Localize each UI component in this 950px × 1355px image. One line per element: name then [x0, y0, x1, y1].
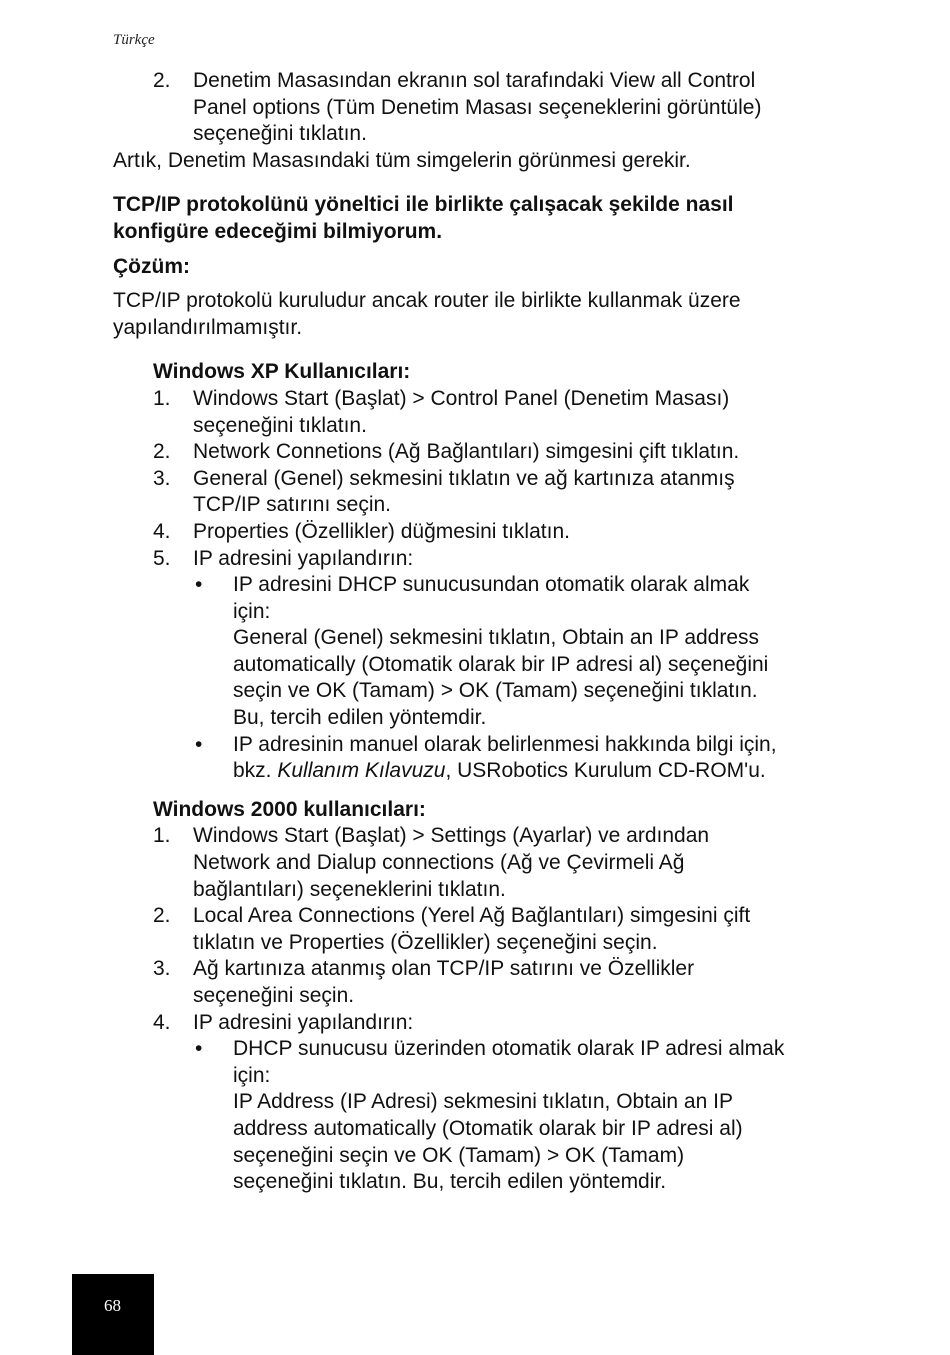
step-line: tıklatın ve Properties (Özellikler) seçeneğini seçin.: [193, 930, 658, 954]
w2000-heading: Windows 2000 kullanıcıları:: [153, 797, 426, 821]
step-number: 3.: [153, 466, 171, 490]
user-guide-title: Kullanım Kılavuzu: [277, 759, 446, 783]
xp-step-2: [113, 439, 833, 466]
bullet-icon: •: [195, 732, 203, 756]
step-line: bağlantıları) seçeneklerini tıklatın.: [193, 877, 506, 901]
step-number: 2.: [153, 440, 171, 464]
step-number: 2.: [153, 904, 171, 928]
xp-step-1: [113, 386, 833, 439]
question-line: TCP/IP protokolünü yöneltici ile birlikte çalışacak şekilde nasıl: [113, 193, 734, 217]
step-line: seçeneğini seçin.: [193, 984, 355, 1007]
step-line: Panel options (Tüm Denetim Masası seçeneklerini görüntüle): [193, 95, 762, 119]
step-line: Windows Start (Başlat) > Control Panel (Denetim Masası): [193, 386, 730, 410]
running-header-language: Türkçe: [113, 32, 155, 48]
bullet-line: Bu, tercih edilen yöntemdir.: [233, 706, 487, 730]
step-line: Properties (Özellikler) düğmesini tıklatın.: [193, 519, 570, 543]
step-number: 4.: [153, 519, 171, 543]
step-number: 5.: [153, 546, 171, 570]
xp-bullet-2: [113, 732, 833, 785]
bkz-prefix: bkz.: [233, 759, 278, 783]
solution-line: yapılandırılmamıştır.: [113, 315, 303, 339]
step-line: Ağ kartınıza atanmış olan TCP/IP satırını ve Özellikler: [193, 957, 695, 981]
bullet-icon: •: [195, 1037, 203, 1061]
step-number: 4.: [153, 1010, 171, 1034]
step-number: 1.: [153, 824, 171, 848]
w2000-step-2: [113, 903, 833, 956]
xp-heading: Windows XP Kullanıcıları:: [153, 360, 411, 384]
step-line: General (Genel) sekmesini tıklatın ve ağ kartınıza atanmış: [193, 466, 735, 490]
step-line: IP adresini yapılandırın:: [193, 546, 414, 570]
step-number: 3.: [153, 957, 171, 981]
step-number: 1.: [153, 386, 171, 410]
step-line: seçeneğini tıklatın.: [193, 122, 367, 146]
w2000-step-3: [113, 956, 833, 1009]
xp-step-3: [113, 466, 833, 519]
page-content: [113, 68, 833, 1196]
bullet-line: DHCP sunucusu üzerinden otomatik olarak IP adresi almak: [233, 1037, 785, 1061]
page-number: 68: [104, 1296, 121, 1315]
step-number: 2.: [153, 69, 171, 92]
step-line: Local Area Connections (Yerel Ağ Bağlantıları) simgesini çift: [193, 904, 751, 928]
bullet-line: address automatically (Otomatik olarak bir IP adresi al): [233, 1116, 743, 1140]
step-line: TCP/IP satırını seçin.: [193, 493, 392, 517]
bullet-line: automatically (Otomatik olarak bir IP adresi al) seçeneğini: [233, 652, 769, 676]
step-line: Network and Dialup connections (Ağ ve Çevirmeli Ağ: [193, 851, 685, 875]
bullet-line: için:: [233, 1063, 271, 1087]
xp-step-4: [113, 519, 833, 546]
bullet-line: [233, 758, 833, 785]
step-line: seçeneğini tıklatın.: [193, 413, 367, 437]
intro-step: [113, 68, 833, 148]
step-line: Denetim Masasından ekranın sol tarafındaki View all Control: [193, 69, 756, 92]
w2000-step-1: [113, 823, 833, 903]
xp-step-5: [113, 546, 833, 573]
bullet-line: IP adresini DHCP sunucusundan otomatik olarak almak: [233, 573, 750, 597]
step-line: Windows Start (Başlat) > Settings (Ayarlar) ve ardından: [193, 824, 710, 848]
step-line: Network Connetions (Ağ Bağlantıları) simgesini çift tıklatın.: [193, 440, 740, 464]
bullet-line: General (Genel) sekmesini tıklatın, Obtain an IP address: [233, 626, 760, 650]
bullet-line: IP Address (IP Adresi) sekmesini tıklatın, Obtain an IP: [233, 1090, 733, 1114]
bullet-line: için:: [233, 599, 271, 623]
bullet-line: IP adresinin manuel olarak belirlenmesi hakkında bilgi için,: [233, 732, 777, 756]
bullet-line: seçin ve OK (Tamam) > OK (Tamam) seçeneğini tıklatın.: [233, 679, 758, 703]
bullet-line: seçeneğini seçin ve OK (Tamam) > OK (Tamam): [233, 1143, 685, 1167]
solution-line: TCP/IP protokolü kuruludur ancak router ile birlikte kullanmak üzere: [113, 289, 741, 313]
step-line: IP adresini yapılandırın:: [193, 1010, 414, 1034]
faq-question: [113, 192, 833, 245]
w2000-bullet-1: [113, 1036, 833, 1196]
bullet-line: seçeneğini tıklatın. Bu, tercih edilen yöntemdir.: [233, 1170, 667, 1194]
w2000-step-4: [113, 1010, 833, 1037]
solution-text: [113, 288, 833, 341]
bullet-icon: •: [195, 573, 203, 597]
cd-rom-reference: , USRobotics Kurulum CD-ROM'u.: [445, 759, 766, 783]
xp-bullet-1: [113, 572, 833, 732]
intro-note: Artık, Denetim Masasındaki tüm simgelerin görünmesi gerekir.: [113, 148, 691, 172]
question-line: konfigüre edeceğimi bilmiyorum.: [113, 219, 443, 243]
solution-label: Çözüm:: [113, 254, 190, 278]
